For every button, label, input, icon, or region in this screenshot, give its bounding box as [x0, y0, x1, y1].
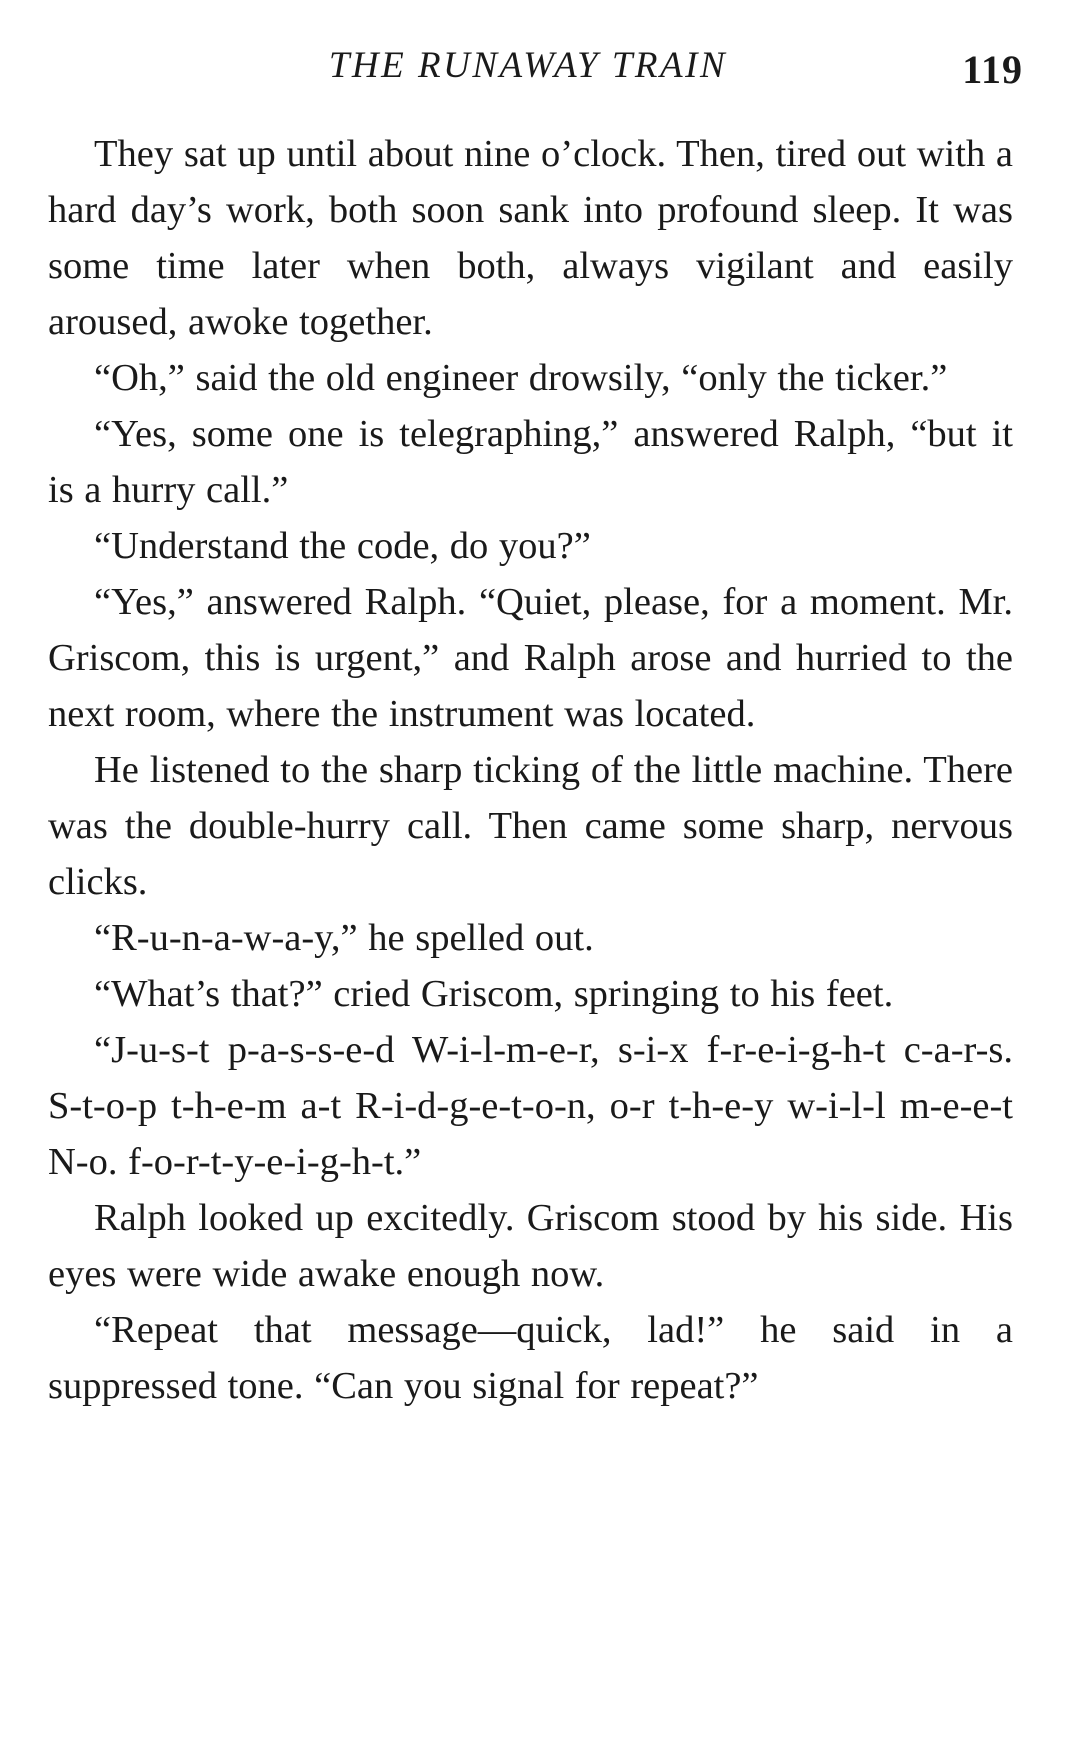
page-number: 119 — [962, 47, 1023, 92]
paragraph: “Understand the code, do you?” — [94, 525, 591, 567]
paragraph: “Oh,” said the old engineer drowsily, “only the ticker.” — [94, 357, 948, 399]
paragraph: Ralph looked up excitedly. Griscom stood by his side. His eyes were wide awake enough now. — [48, 1197, 1013, 1295]
paragraph: “Yes,” answered Ralph. “Quiet, please, for a moment. Mr. Griscom, this is urgent,” and Ralph arose and hurried to the next room, where the instrument was located. — [48, 581, 1013, 735]
body-text — [48, 126, 1013, 1414]
paragraph: He listened to the sharp ticking of the little machine. There was the double-hurry call. Then came some sharp, nervous clicks. — [48, 749, 1013, 903]
paragraph: “Repeat that message—quick, lad!” he said in a suppressed tone. “Can you signal for repeat?” — [48, 1309, 1013, 1407]
paragraph: “Yes, some one is telegraphing,” answered Ralph, “but it is a hurry call.” — [48, 413, 1013, 511]
running-title: THE RUNAWAY TRAIN — [328, 45, 728, 86]
running-head — [48, 38, 1023, 98]
paragraph: “J-u-s-t p-a-s-s-e-d W-i-l-m-e-r, s-i-x f-r-e-i-g-h-t c-a-r-s. S-t-o-p t-h-e-m a-t R-i-d-g-e-t-o-n, o-r t-h-e-y w-i-l-l m-e-e-t N-o. f-o-r-t-y-e-i-g-h-t.” — [48, 1029, 1013, 1183]
paragraph: They sat up until about nine o’clock. Then, tired out with a hard day’s work, both soon sank into profound sleep. It was some time later when both, always vigilant and easily aroused, awoke together. — [48, 133, 1013, 343]
paragraph: “R-u-n-a-w-a-y,” he spelled out. — [94, 917, 594, 959]
paragraph: “What’s that?” cried Griscom, springing to his feet. — [94, 973, 894, 1015]
